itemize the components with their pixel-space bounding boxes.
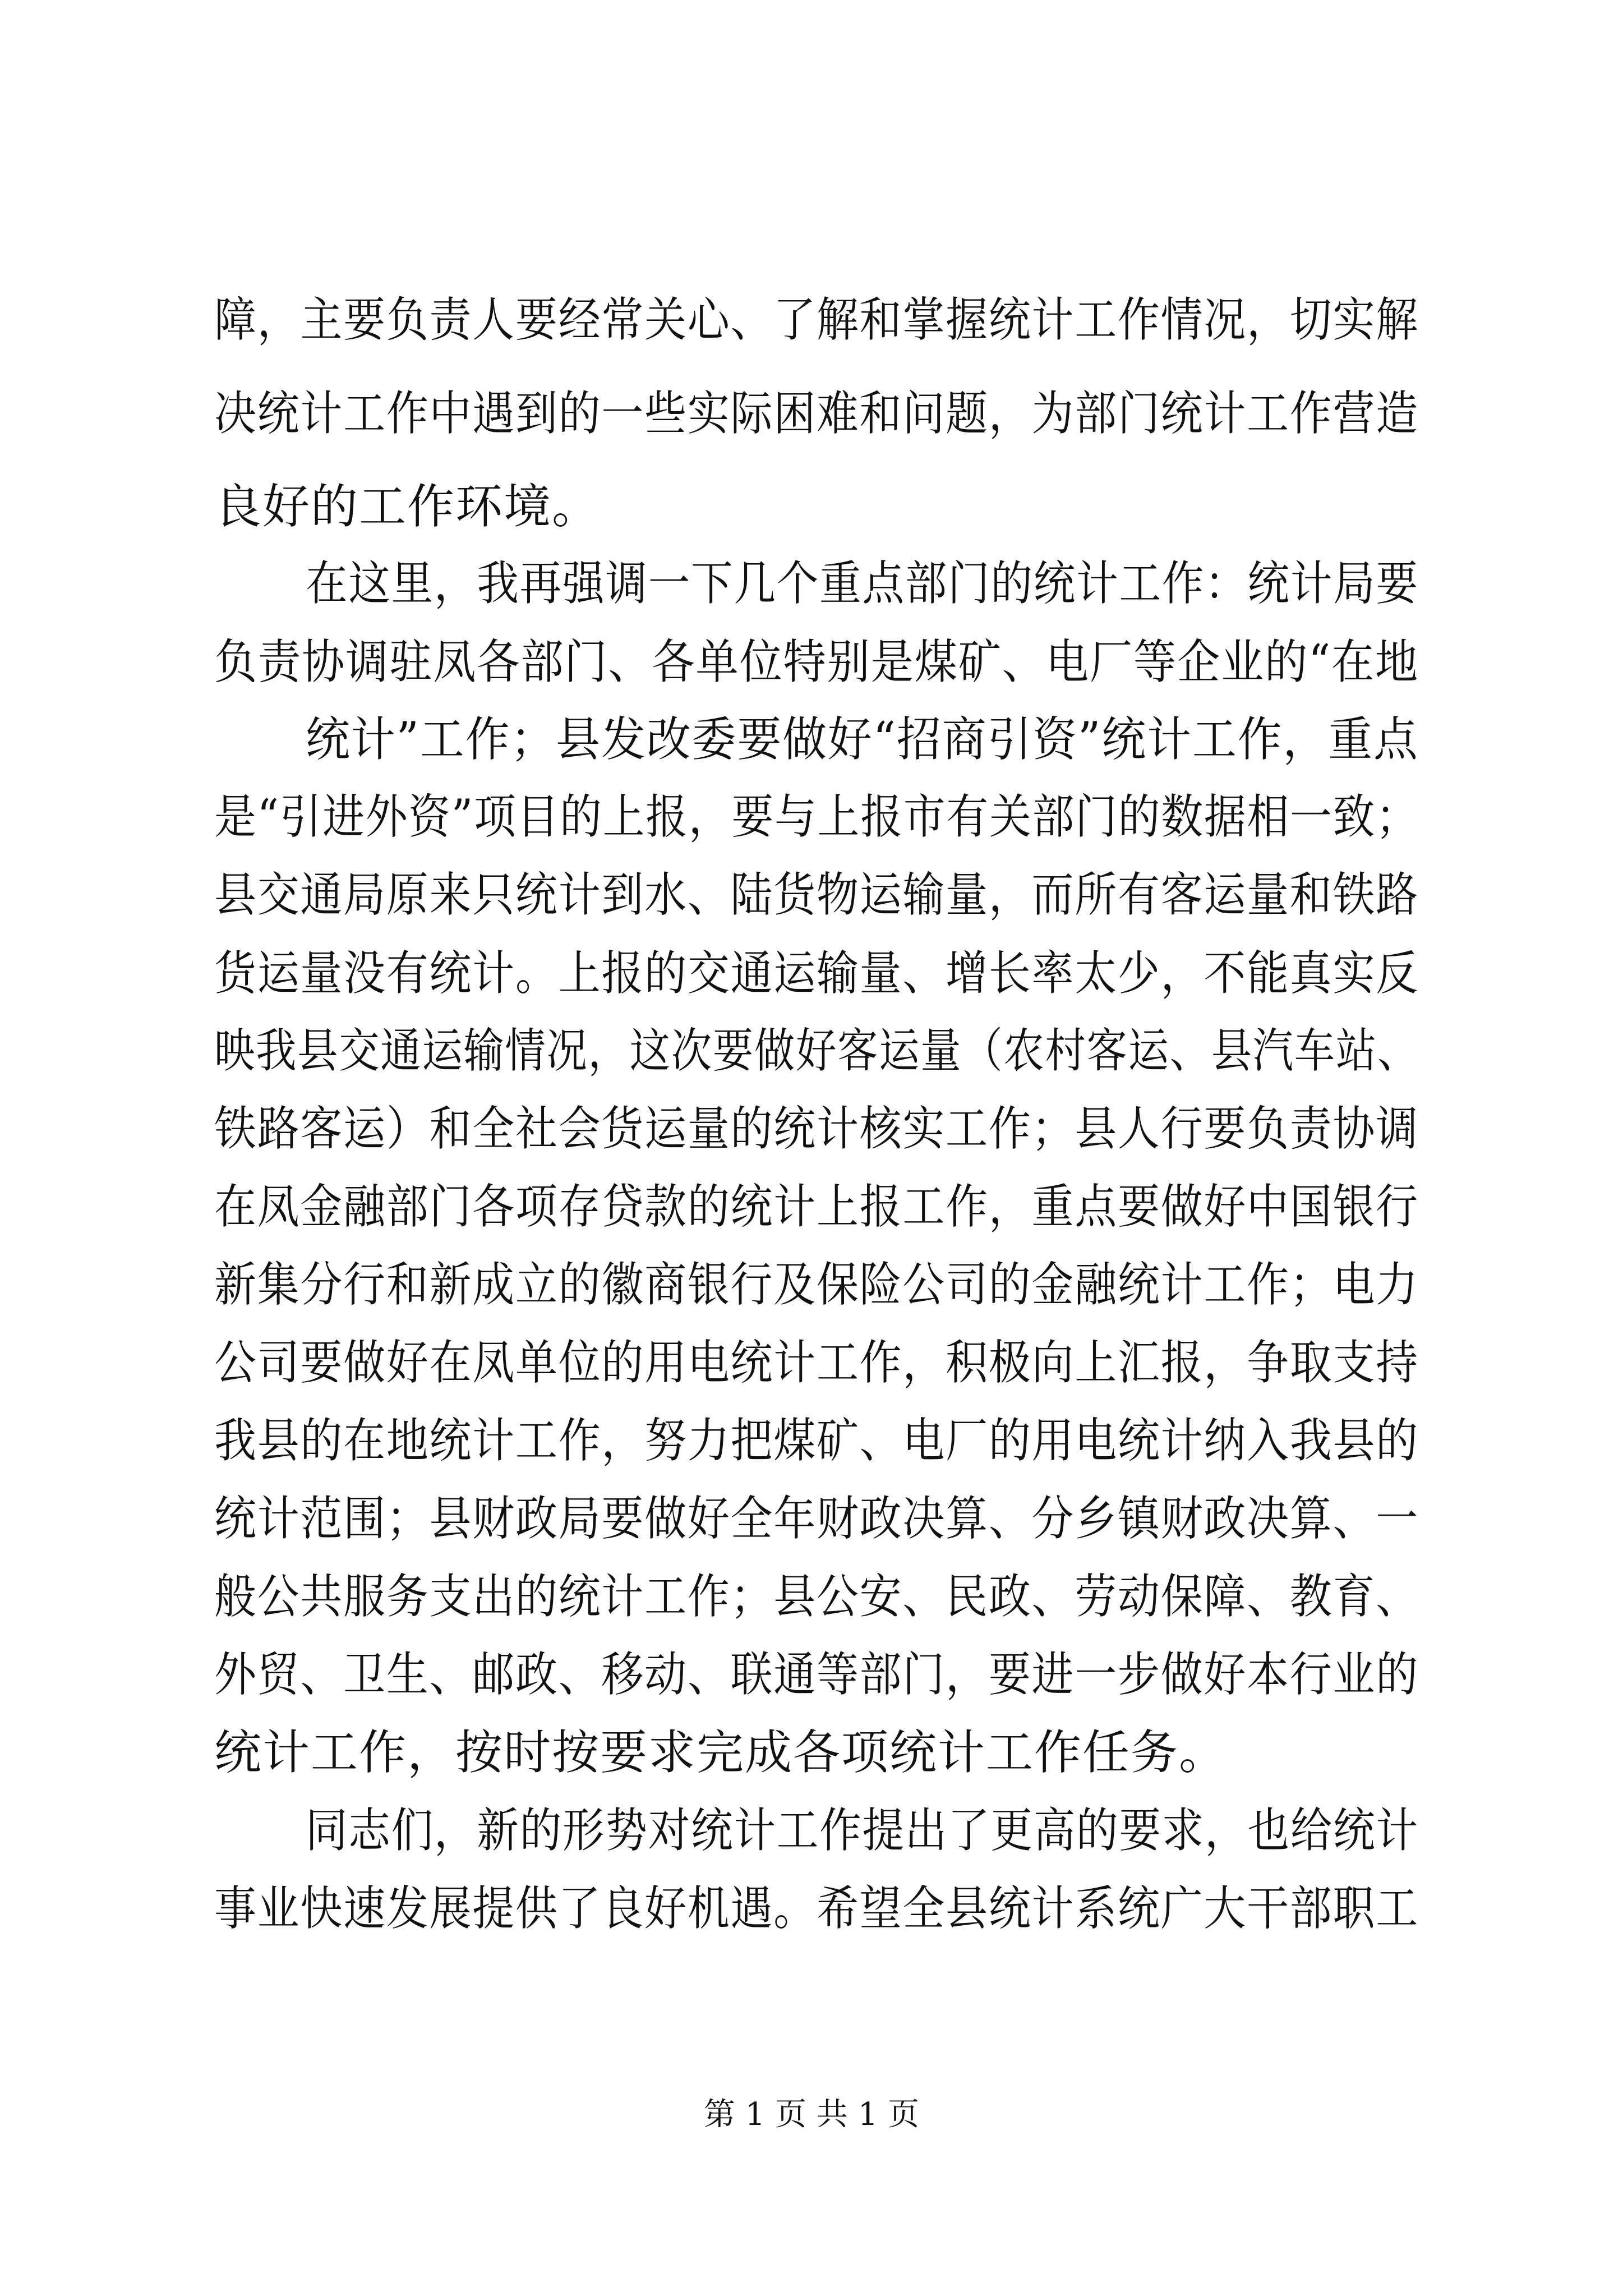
text-line: 县交通局原来只统计到水、陆货物运输量，而所有客运量和铁路 (214, 867, 1419, 922)
page-number-footer: 第 1 页 共 1 页 (703, 2096, 920, 2133)
text-line: 障，主要负责人要经常关心、了解和掌握统计工作情况，切实解 (214, 292, 1419, 347)
text-line: 统计范围；县财政局要做好全年财政决算、分乡镇财政决算、一 (214, 1491, 1419, 1546)
text-line: 在凤金融部门各项存贷款的统计上报工作，重点要做好中国银行 (214, 1179, 1419, 1234)
text-line: 映我县交通运输情况，这次要做好客运量（农村客运、县汽车站、 (214, 1023, 1419, 1078)
text-line: 统计工作，按时按要求完成各项统计工作任务。 (214, 1725, 1228, 1780)
text-line: 新集分行和新成立的徽商银行及保险公司的金融统计工作；电力 (214, 1257, 1419, 1312)
text-line: 统计”工作；县发改委要做好“招商引资”统计工作，重点 (306, 712, 1419, 767)
text-line: 在这里，我再强调一下几个重点部门的统计工作：统计局要 (306, 556, 1419, 611)
text-line: 事业快速发展提供了良好机遇。希望全县统计系统广大干部职工 (214, 1881, 1419, 1936)
text-line: 般公共服务支出的统计工作；县公安、民政、劳动保障、教育、 (214, 1569, 1419, 1624)
text-line: 货运量没有统计。上报的交通运输量、增长率太少，不能真实反 (214, 946, 1419, 1001)
text-line: 决统计工作中遇到的一些实际困难和问题，为部门统计工作营造 (214, 386, 1419, 441)
text-line: 公司要做好在凤单位的用电统计工作，积极向上汇报，争取支持 (214, 1335, 1419, 1390)
text-line: 我县的在地统计工作，努力把煤矿、电厂的用电统计纳入我县的 (214, 1413, 1419, 1468)
text-line: 外贸、卫生、邮政、移动、联通等部门，要进一步做好本行业的 (214, 1647, 1419, 1702)
text-line: 良好的工作环境。 (214, 479, 601, 534)
text-line: 负责协调驻凤各部门、各单位特别是煤矿、电厂等企业的“在地 (214, 634, 1419, 689)
text-line: 同志们，新的形势对统计工作提出了更高的要求，也给统计 (306, 1803, 1419, 1858)
text-line: 铁路客运）和全社会货运量的统计核实工作；县人行要负责协调 (214, 1101, 1419, 1156)
text-line: 是“引进外资”项目的上报，要与上报市有关部门的数据相一致； (214, 789, 1419, 844)
